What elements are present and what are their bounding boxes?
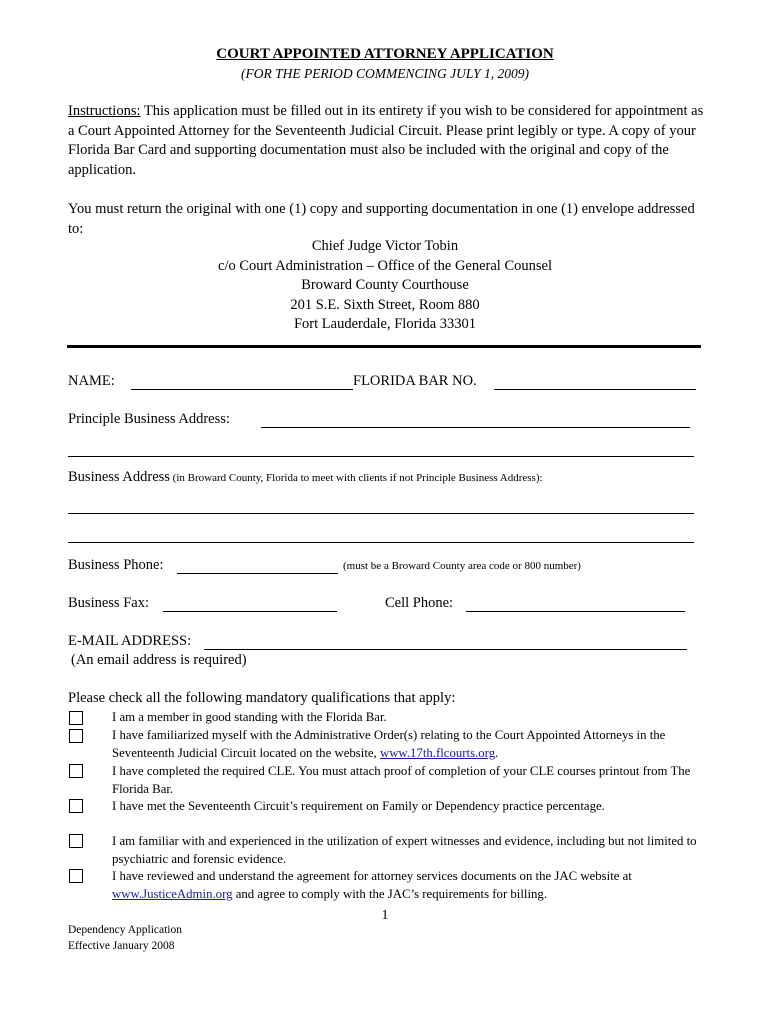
qualification-checkbox-2[interactable] [69,729,83,743]
page-number: 1 [381,908,389,923]
name-label: NAME: [68,373,115,389]
email-field[interactable] [204,649,687,650]
qualifications-heading: Please check all the following mandatory qualifications that apply: [68,690,456,706]
business-address-note: (in Broward County, Florida to meet with clients if not Principle Business Address): [169,472,543,484]
qualification-item-2-text: I have familiarized myself with the Administrative Order(s) relating to the Court Appointed Attorneys in the Seventeenth Judicial Circuit located on the website, [112,728,666,760]
instructions-paragraph [68,102,708,180]
business-address-label [68,469,543,486]
bar-number-field[interactable] [494,389,696,390]
address-line-3: Broward County Courthouse [301,277,469,293]
business-fax-label: Business Fax: [68,595,149,611]
qualification-checkbox-3[interactable] [69,764,83,778]
address-line-5: Fort Lauderdale, Florida 33301 [293,316,476,332]
qualification-checkbox-1[interactable] [69,711,83,725]
qualification-item-6-text: I have reviewed and understand the agreement for attorney services documents on the JAC website at [112,869,632,883]
principle-address-field[interactable] [261,427,690,428]
footer-line-2: Effective January 2008 [68,939,175,952]
email-label: E-MAIL ADDRESS: [68,633,192,649]
page-title: COURT APPOINTED ATTORNEY APPLICATION [216,46,554,62]
business-phone-label: Business Phone: [68,557,164,573]
business-address-field-line-2[interactable] [68,542,694,543]
name-field[interactable] [131,389,353,390]
qualification-item-3: I have completed the required CLE. You must attach proof of completion of your CLE courses printout from The Florida Bar. [112,764,691,796]
qualification-checkbox-5[interactable] [69,834,83,848]
qualification-checkbox-6[interactable] [69,869,83,883]
business-phone-field[interactable] [177,573,338,574]
footer-line-1: Dependency Application [68,924,183,936]
email-note: (An email address is required) [71,652,247,668]
principle-address-label: Principle Business Address: [68,411,230,427]
business-address-field-line-1[interactable] [68,513,694,514]
qualification-item-6 [112,868,712,903]
cell-phone-field[interactable] [466,611,685,612]
business-fax-field[interactable] [163,611,337,612]
address-line-2: c/o Court Administration – Office of the General Counsel [218,257,552,274]
qualification-item-2-end: . [495,745,499,760]
business-phone-note: (must be a Broward County area code or 800 number) [343,560,581,572]
business-address-title: Business Address [68,469,170,485]
return-paragraph: You must return the original with one (1) copy and supporting documentation in one (1) envelope addressed to: [68,201,695,237]
principle-address-field-line-2[interactable] [68,456,694,457]
qualification-item-1: I am a member in good standing with the Florida Bar. [112,710,387,724]
qualification-item-5: I am familiar with and experienced in the utilization of expert witnesses and evidence, including but not limited to psychiatric and forensic evidence. [112,834,697,866]
cell-phone-label: Cell Phone: [385,595,454,611]
qualification-item-4: I have met the Seventeenth Circuit’s requirement on Family or Dependency practice percentage. [112,799,605,813]
instructions-text: This application must be filled out in its entirety if you wish to be considered for appointment as a Court Appointed Attorney for the Seventeenth Judicial Circuit. Please print legibly or type. A copy of your Florida Bar Card and supporting documentation must also be included with the original and copy of the application. [68,103,704,178]
page-subtitle: (FOR THE PERIOD COMMENCING JULY 1, 2009) [240,66,530,81]
qualification-item-2 [112,727,712,762]
qualification-item-6-end: and agree to comply with the JAC’s requirements for billing. [232,886,548,901]
qualification-checkbox-4[interactable] [69,799,83,813]
bar-number-label: FLORIDA BAR NO. [353,373,477,389]
section-divider [67,345,701,348]
address-line-1: Chief Judge Victor Tobin [311,238,459,254]
flcourts-link[interactable]: www.17th.flcourts.org [379,745,496,760]
justiceadmin-link[interactable]: www.JusticeAdmin.org [112,886,233,901]
instructions-label: Instructions: [68,103,141,119]
address-line-4: 201 S.E. Sixth Street, Room 880 [290,296,480,313]
